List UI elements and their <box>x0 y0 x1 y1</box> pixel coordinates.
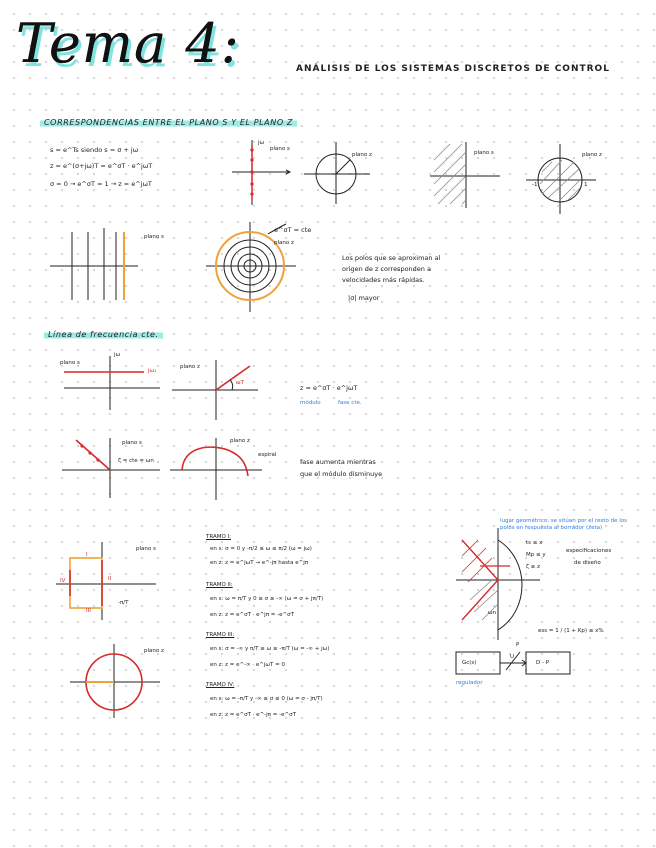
spec-zeta: ζ ≥ z <box>526 564 540 570</box>
plane-z-label-c: plano z <box>144 648 164 654</box>
s-plane-vertical-lines <box>50 228 138 300</box>
tramo2-z: en z: z = e^σT · e^jπ = -e^σT <box>210 612 294 618</box>
plane-s-label-a: plano s <box>60 360 80 366</box>
ess-equation: ess = 1 / (1 + Kp) ≤ x% <box>538 628 604 634</box>
tramo4-title: TRAMO IV: <box>206 682 235 688</box>
one-label: 1 <box>584 182 588 188</box>
z-equation: z = e^σT · e^jωT <box>300 384 358 392</box>
note-line-1: Los polos que se aproximan al <box>342 254 441 262</box>
plane-s-label-3: plano s <box>144 234 164 240</box>
tramo1-s: en s: σ = 0 y -π/2 ≤ ω ≤ π/2 (ω = jω) <box>210 546 312 552</box>
regulador-label: regulador <box>456 680 483 686</box>
jw-label-a: jω <box>114 352 121 358</box>
s-plane-damping-line <box>62 438 160 498</box>
tramo4-z: en z: z = e^σT · e^-jπ = -e^σT <box>210 712 296 718</box>
tramo4-s: en s: ω = -π/T y -∞ ≤ σ ≤ 0 (ω = σ - jπ/T) <box>210 696 323 702</box>
plane-z-label-3: plano z <box>274 240 294 246</box>
modulo-label: módulo <box>300 400 321 406</box>
title-colon: : <box>220 12 240 75</box>
block-gc-label: Gc(s) <box>462 660 477 666</box>
spiral-label: espiral <box>258 452 277 458</box>
plane-s-label-c: plano s <box>136 546 156 552</box>
note-line-3: velocidades más rápidas. <box>342 276 425 284</box>
plane-z-label-2: plano z <box>582 152 602 158</box>
plane-z-label-b: plano z <box>230 438 250 444</box>
section2-heading-text: Línea de frecuencia cte. <box>44 330 163 339</box>
equation-2: z = e^(σ+jω)T = e^σT · e^jωT <box>50 162 153 170</box>
tramo1-title: TRAMO I: <box>206 534 232 540</box>
spec-label-1: especificaciones <box>566 548 612 554</box>
spec-mp: Mp ≤ y <box>526 552 546 558</box>
tramo2-title: TRAMO II: <box>206 582 233 588</box>
phase-note-1: fase aumenta mientras <box>300 458 376 466</box>
equation-1: s = e^Ts siendo s = σ + jω <box>50 146 139 154</box>
strip-label-4: IV <box>60 578 66 584</box>
minus-one-label: -1 <box>532 182 538 188</box>
note-line-4: |σ| mayor <box>348 294 380 302</box>
strip-label-3: III <box>86 608 91 614</box>
phase-note-2: que el módulo disminuye <box>300 470 383 478</box>
spec-label-2: de diseño <box>574 560 601 566</box>
plane-s-label-1: plano s <box>270 146 290 152</box>
fase-label: fase cte. <box>338 400 362 406</box>
jw1-label: jω₁ <box>148 368 157 374</box>
strip-label-2: II <box>108 576 112 582</box>
plane-z-label-1: plano z <box>352 152 372 158</box>
tramo2-s: en s: ω = π/T y 0 ≥ σ ≥ -∞ (ω = σ + jπ/T) <box>210 596 324 602</box>
tramo1-z: en z: z = e^jωT → e^-jπ hasta e^jπ <box>210 560 309 566</box>
wn-label: ωn <box>488 610 497 616</box>
block-p-label: P <box>516 642 520 648</box>
zeta-cte-label: ζ = cte = ωn <box>118 458 154 464</box>
tramo3-z: en z: z = e^-∞ · e^jωT = 0 <box>210 662 285 668</box>
strip-label-1: I <box>86 552 88 558</box>
tramo3-s: en s: σ = -∞ y π/T ≥ ω ≥ -π/T (ω = -∞ + jω) <box>210 646 330 652</box>
s-plane-strip-diagram <box>56 542 156 620</box>
plane-z-label-a: plano z <box>180 364 200 370</box>
jw-label-1: jω <box>258 140 265 146</box>
title-text: Tema 4 <box>16 12 221 75</box>
omega-t-label: ωT <box>236 380 244 386</box>
spec-ts: ts ≤ x <box>526 540 543 546</box>
z-plane-concentric-circles <box>206 222 296 312</box>
z-plane-unit-circle <box>70 644 160 718</box>
section1-heading-text: CORRESPONDENCIAS ENTRE EL PLANO S Y EL PLANO Z <box>40 118 297 127</box>
note-line-2: origen de z corresponden a <box>342 265 431 273</box>
tramo3-title: TRAMO III: <box>206 632 235 638</box>
section2-heading <box>44 330 163 339</box>
page-subtitle: ANÁLISIS DE LOS SISTEMAS DISCRETOS DE CONTROL <box>296 64 610 74</box>
blue-note: lugar geométrico: se sitúan por el resto de los polos en respuesta al borrador (zeta) <box>500 518 628 531</box>
zeta-equation: e^σT = cte <box>274 226 312 234</box>
plane-s-label-b: plano s <box>122 440 142 446</box>
neg-pi-t-label: -π/T <box>118 600 129 606</box>
equation-3: σ = 0 → e^σT = 1 → z = e^jωT <box>50 180 152 188</box>
block-dp-label: D - P <box>536 660 550 666</box>
plane-s-label-2: plano s <box>474 150 494 156</box>
block-u-label: U <box>510 654 515 660</box>
z-plane-spiral <box>170 438 262 500</box>
